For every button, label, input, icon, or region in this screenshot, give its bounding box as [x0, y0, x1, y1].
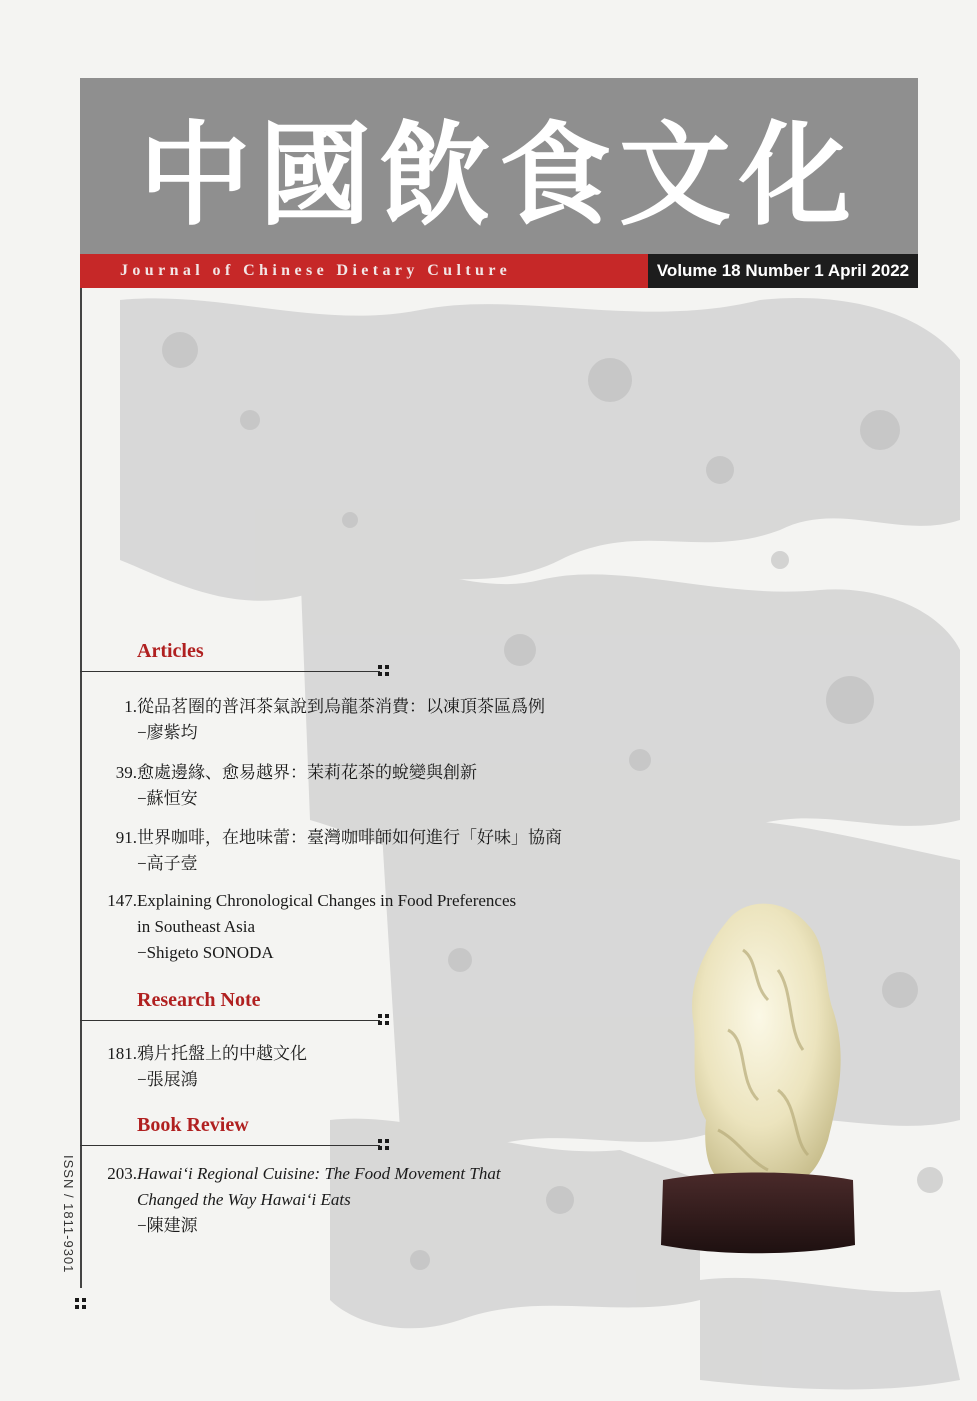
section-head-research-note: Research Note	[137, 989, 261, 1011]
section-rule	[80, 671, 380, 672]
section-rule	[80, 1145, 380, 1146]
entry-page: 39.	[115, 763, 137, 782]
entry-author: −Shigeto SONODA	[137, 943, 274, 962]
section-head-articles: Articles	[137, 640, 204, 662]
entry-page: 91.	[115, 828, 137, 847]
issue-label: Volume 18 Number 1 April 2022	[648, 254, 918, 288]
entry-page: 147.	[107, 891, 137, 910]
entry-page: 181.	[107, 1044, 137, 1063]
entry-title: Explaining Chronological Changes in Food Preferences	[137, 891, 517, 910]
masthead-subtitle-bar	[80, 254, 918, 288]
dot-ornament	[378, 665, 390, 677]
dot-ornament	[378, 1014, 390, 1026]
entry-author: −張展鴻	[137, 1070, 198, 1089]
entry-title: Hawai‘i Regional Cuisine: The Food Movement That	[137, 1164, 501, 1183]
entry-title: 鴉片托盤上的中越文化	[137, 1044, 307, 1063]
entry-page: 203.	[107, 1164, 137, 1183]
entry-author: −高子壹	[137, 854, 198, 873]
entry-author: −廖紫均	[137, 723, 198, 742]
entry-title-line-2: in Southeast Asia	[137, 917, 256, 936]
entry-title-line-2: Changed the Way Hawai‘i Eats	[137, 1190, 351, 1209]
journal-title-en: Journal of Chinese Dietary Culture	[120, 262, 512, 279]
issn-label: ISSN / 1811-9301	[61, 1155, 76, 1274]
entry-page: 1.	[124, 697, 137, 716]
dot-ornament	[378, 1139, 390, 1151]
journal-title-zh: 中國飲食文化	[139, 109, 859, 241]
section-rule	[80, 1020, 380, 1021]
entry-title: 世界咖啡，在地味蕾：臺灣咖啡師如何進行「好味」協商	[137, 828, 562, 847]
masthead-band	[80, 78, 918, 254]
entry-author: −陳建源	[137, 1216, 198, 1235]
entry-title: 愈處邊緣、愈易越界：茉莉花茶的蛻變與創新	[137, 763, 477, 782]
section-head-book-review: Book Review	[137, 1114, 249, 1136]
entry-author: −蘇恒安	[137, 789, 198, 808]
entry-title: 從品茗圈的普洱茶氣說到烏龍茶消費：以凍頂茶區爲例	[137, 697, 545, 716]
jade-carving-image	[658, 890, 858, 1260]
dot-ornament	[75, 1298, 87, 1310]
